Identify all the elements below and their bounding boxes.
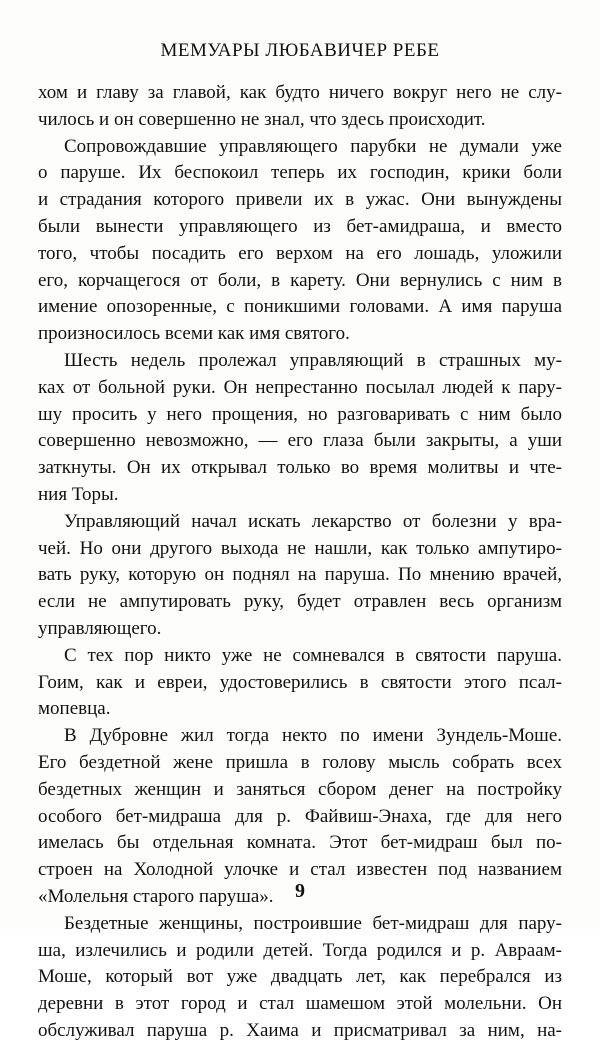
- text-line: если не ампутировать руку, будет отравлен весь организм: [38, 591, 562, 613]
- text-line: вать руку, которую он поднял на паруша. По мнению врачей,: [38, 564, 562, 586]
- page-number: 9: [295, 880, 305, 902]
- text-line: хом и главу за главой, как будто ничего вокруг него не слу-: [38, 82, 562, 103]
- text-line: того, чтобы посадить его верхом на его лошадь, уложили: [38, 242, 562, 264]
- text-line: о паруше. Их беспокоил теперь их господин, крики боли: [38, 162, 562, 184]
- text-line: управляющего.: [38, 617, 162, 639]
- text-line: обслуживал паруша р. Хаима и присматривал за ним, на-: [38, 1019, 562, 1041]
- text-line: Его бездетной жене пришла в голову мысль собрать всех: [38, 751, 562, 773]
- text-line: имение опозоренные, с поникшими головами. А имя паруша: [38, 296, 562, 318]
- text-line: ша, излечились и родили детей. Тогда родился и р. Авраам-: [38, 939, 562, 961]
- text-line: Сопровождавшие управляющего парубки не думали уже: [64, 135, 562, 157]
- text-line: С тех пор никто уже не сомневался в святости паруша.: [64, 644, 562, 666]
- text-line: чей. Но они другого выхода не нашли, как только ампутиро-: [38, 537, 562, 559]
- text-line: Гоим, как и евреи, удостоверились в святости этого псал-: [38, 671, 562, 693]
- text-line: чилось и он совершенно не знал, что здесь происходит.: [38, 108, 486, 130]
- text-line: Управляющий начал искать лекарство от болезни у вра-: [64, 510, 562, 532]
- text-line: Бездетные женщины, построившие бет-мидраш для пару-: [64, 912, 562, 934]
- text-line: произносилось всеми как имя святого.: [38, 323, 350, 345]
- text-line: ках от больной руки. Он непрестанно посылал людей к пару-: [38, 376, 562, 398]
- text-line: строен на Холодной улочке и стал известен под названием: [38, 859, 562, 881]
- text-line: и страдания которого привели их в ужас. Они вынуждены: [38, 189, 562, 211]
- text-line: В Дубровне жил тогда некто по имени Зундель-Моше.: [64, 725, 562, 747]
- text-line: «Молельня старого паруша».: [38, 885, 274, 907]
- text-line: шу просить у него прощения, но разговаривать с ним было: [38, 403, 562, 425]
- text-line: мопевца.: [38, 698, 111, 720]
- text-line: совершенно невозможно, — его глаза были закрыты, а уши: [38, 430, 562, 452]
- text-line: ния Торы.: [38, 483, 119, 505]
- running-head: МЕМУАРЫ ЛЮБАВИЧЕР РЕБЕ: [160, 40, 440, 61]
- text-line: бездетных женщин и заняться сбором денег на постройку: [38, 778, 562, 800]
- text-line: его, корчащегося от боли, в карету. Они вернулись с ним в: [38, 269, 562, 291]
- text-line: Шесть недель пролежал управляющий в страшных му-: [64, 349, 562, 371]
- text-line: имелась бы отдельная комната. Этот бет-мидраш был по-: [38, 832, 562, 854]
- text-line: были вынести управляющего из бет-амидраша, и вместо: [38, 215, 562, 237]
- text-line: особого бет-мидраша для р. Файвиш-Энаха, где для него: [38, 805, 562, 827]
- text-line: Моше, который вот уже двадцать лет, как перебрался из: [38, 966, 562, 988]
- text-line: заткнуты. Он их открывал только во время молитвы и чте-: [38, 457, 562, 479]
- text-line: деревни в этот город и стал шамешом этой молельни. Он: [38, 993, 562, 1015]
